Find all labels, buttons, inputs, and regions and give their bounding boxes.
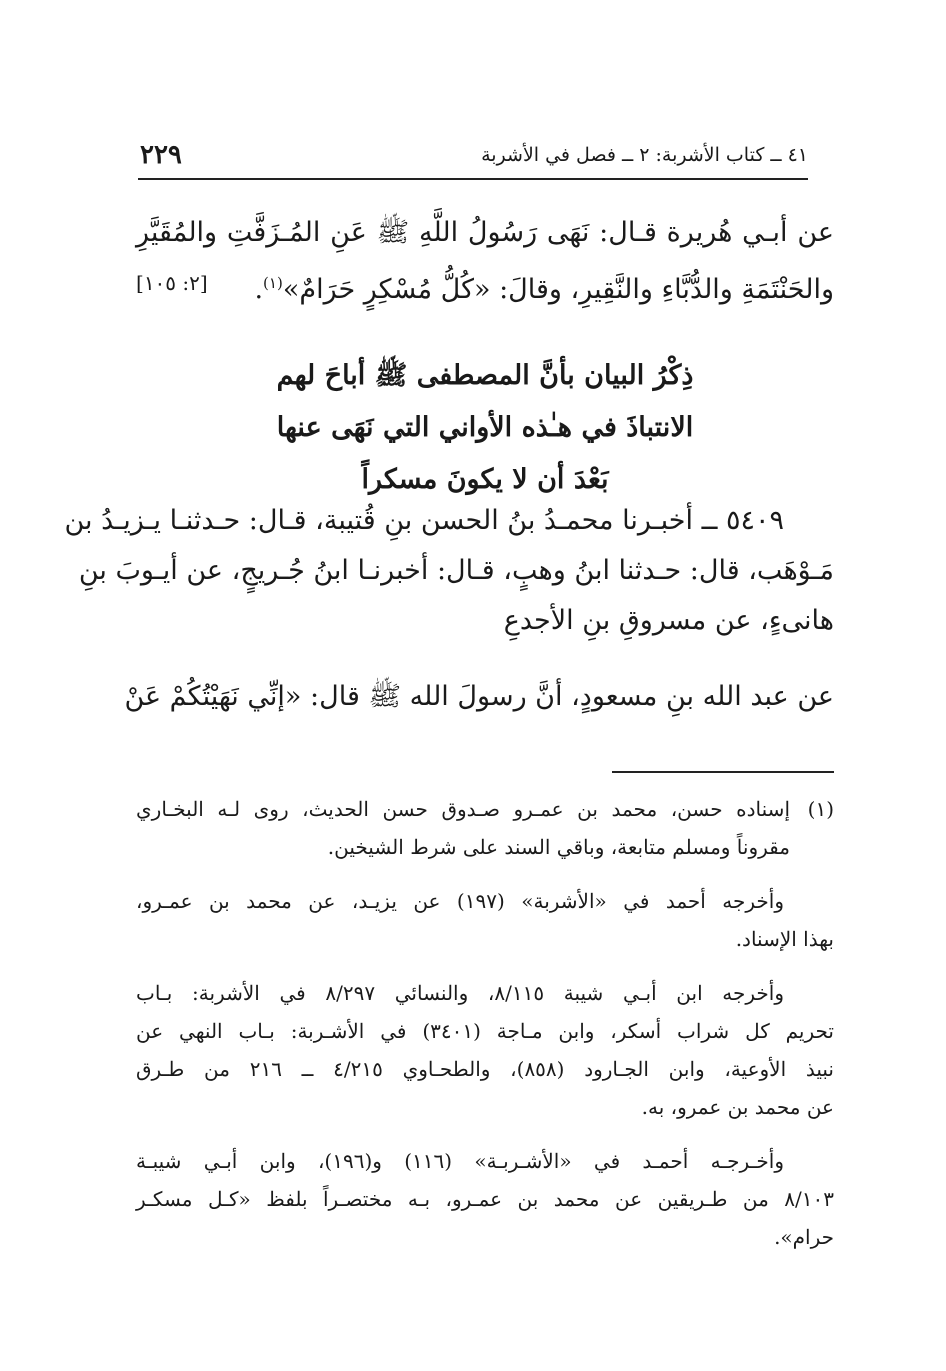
chapter-heading-line: الانتباذَ في هـٰذه الأواني التي نَهَى عنها — [276, 412, 694, 443]
footnote-line: ٨/١٠٣ من طـريقين عن محمد بن عمـرو، بـه مختصـراً بلفظ «كـل مسكـر — [136, 1187, 834, 1211]
footnote-paragraph — [136, 790, 834, 866]
footnote-line: حرام». — [774, 1225, 834, 1249]
text-line: ٥٤٠٩ ــ أخبـرنا محمـدُ بنُ الحسن بنِ قُتيبة، قـال: حـدثنـا يـزيـدُ بن — [64, 505, 784, 536]
hadith-text-1 — [136, 208, 834, 315]
footnote-paragraph — [136, 1142, 834, 1256]
footnote-marker: (١) — [263, 274, 283, 292]
chapter-heading-line: بَعْدَ أن لا يكونَ مسكراً — [361, 464, 609, 495]
hadith-text-2 — [64, 496, 834, 646]
footnote-line: مقروناً ومسلم متابعة، وباقي السند على شرط الشيخين. — [327, 835, 790, 859]
footnote-line: بهذا الإسناد. — [735, 927, 834, 951]
page-header — [138, 138, 808, 180]
chapter-heading-line: ذِكْرُ البيان بأنَّ المصطفى ﷺ أباحَ لهم — [276, 360, 694, 391]
text-line: هانىءٍ، عن مسروقِ بنِ الأجدعِ — [503, 605, 834, 636]
footnote-line: وأخرجه ابن أبـي شيبة ٨/١١٥، والنسائي ٨/٢٩٧ في الأشربة: بـاب — [136, 981, 784, 1005]
running-title: ٤١ ــ كتاب الأشربة: ٢ ــ فصل في الأشربة — [481, 144, 808, 166]
footnote-line: وأخـرجـه أحمـد في «الأشـربـة» (١١٦) و(١٩٦)، وابن أبـي شيبـة — [136, 1149, 784, 1173]
reference-tag: [٢: ١٠٥] — [136, 271, 208, 295]
footnote-line-content: إسناده حسن، محمد بن عمـرو صـدوق حسن الحديث، روى لـه البخـاري — [136, 797, 790, 821]
footnote-line: نبيذ الأوعية، وابن الجـارود (٨٥٨)، والطحـاوي ٤/٢١٥ ــ ٢١٦ من طـرق — [136, 1057, 834, 1081]
footnotes — [136, 790, 834, 1272]
footnote-line — [136, 790, 834, 828]
footnote-line: وأخرجه أحمد في «الأشربة» (١٩٧) عن يزيـد، عن محمد بن عمـرو، — [136, 889, 784, 913]
text-line: مَـوْهَب، قال: حـدثنا ابنُ وهبٍ، قـال: أخبرنـا ابنُ جُـريجٍ، عن أيـوبَ بنِ — [78, 555, 834, 586]
footnote-number: (١) — [807, 797, 834, 821]
text-line: عن أبـي هُريرة قـال: نَهَى رَسُولُ اللَّهِ ﷺ عَنِ المُـزَفَّتِ والمُقَيَّرِ — [136, 217, 834, 248]
footnote-paragraph — [136, 974, 834, 1126]
page-number: ٢٢٩ — [140, 140, 182, 170]
text-line-content: والحَنْتَمَةِ والدُّبَّاءِ والنَّقِيرِ، وقالَ: «كُلُّ مُسْكِرٍ حَرَامٌ» — [282, 274, 834, 305]
footnote-line: عن محمد بن عمرو، به. — [641, 1095, 834, 1119]
footnote-paragraph — [136, 882, 834, 958]
text-line: عن عبد الله بنِ مسعودٍ، أنَّ رسولَ الله ﷺ قال: «إنِّي نَهَيْتُكُمْ عَنْ — [124, 681, 834, 712]
text-line: والحَنْتَمَةِ والدُّبَّاءِ والنَّقِيرِ، وقالَ: «كُلُّ مُسْكِرٍ حَرَامٌ»$^{(١)}$. [٢: ١٠٥] — [136, 258, 834, 315]
footnote-separator — [612, 771, 834, 773]
footnote-line: تحريم كل شراب أسكر، وابن مـاجة (٣٤٠١) في الأشـربة: بـاب النهي عن — [136, 1019, 835, 1043]
chapter-heading — [136, 350, 834, 506]
hadith-text-3 — [124, 672, 834, 722]
